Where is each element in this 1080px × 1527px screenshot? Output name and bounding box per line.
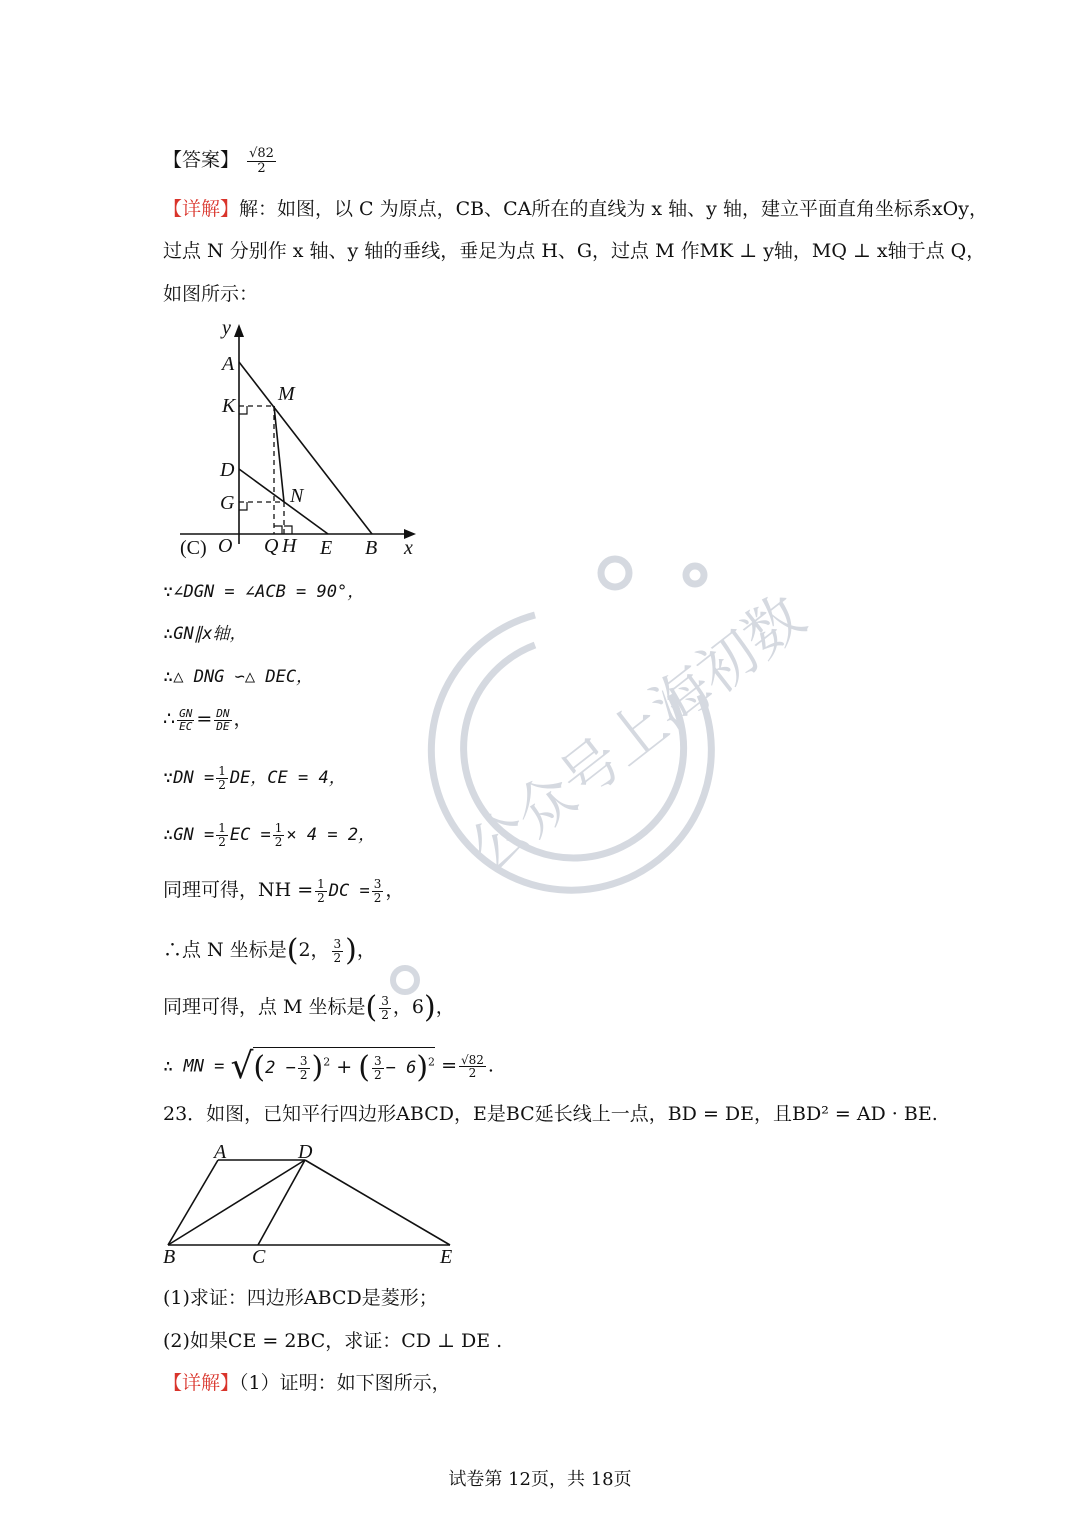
label-a: A <box>222 353 235 375</box>
answer-label: 【答案】 <box>163 149 240 172</box>
page-footer: 试卷第 12页，共 18页 <box>448 1469 632 1490</box>
label-k: K <box>222 395 236 417</box>
watermark-text: 公众号上海初数 <box>455 581 818 886</box>
step-3: ∴△ DNG ∽△ DEC， <box>163 667 314 687</box>
label-x: x <box>404 537 413 559</box>
detail-intro-line1: 【详解】解：如图，以 C 为原点，CB、CA所在的直线为 x 轴、y 轴，建立平面直角坐标系xOy， <box>163 198 988 220</box>
step-7: 同理可得，NH = $\frac{1}{2}$ DC = $\frac{3}{2}$ ， <box>163 877 405 905</box>
segment-mn <box>274 406 284 502</box>
label-e: E <box>320 537 333 559</box>
detail-intro-line2: 过点 N 分别作 x 轴、y 轴的垂线，垂足为点 H、G，过点 M 作MK ⊥ y轴，MQ ⊥ x轴于点 Q， <box>163 240 986 262</box>
right-angle-k <box>239 406 247 414</box>
right-angle-q <box>274 526 282 534</box>
watermark-seal <box>370 545 818 915</box>
answer-line <box>163 147 278 175</box>
question-23-part1: (1)求证：四边形ABCD是菱形； <box>163 1287 438 1309</box>
detail-intro-line3: 如图所示： <box>163 283 259 305</box>
label-c2: C <box>252 1246 266 1268</box>
label-b2: B <box>163 1246 176 1268</box>
right-angle-h <box>284 526 292 534</box>
step-6: ∴GN = $\frac{1}{2}$ EC = $\frac{1}{2}$ × 4 = 2， <box>163 821 376 849</box>
segment-dc <box>258 1160 305 1245</box>
label-b: B <box>365 537 378 559</box>
step-10: ∴ MN = √(2 − $\frac{3}{2}$ )$^2$ + ( $\frac{3}{2}$ − 6)$^2$ = $\frac{√82}{2}$ . <box>163 1046 494 1087</box>
parallelogram-figure <box>160 1140 460 1268</box>
label-c: (C) <box>180 537 207 559</box>
detail-label: 【详解】 <box>163 198 240 220</box>
question-23-stem: 23．如图，已知平行四边形ABCD，E是BC延长线上一点，BD = DE，且BD² = AD · BE. <box>163 1103 938 1125</box>
label-e2: E <box>440 1246 453 1268</box>
step-5: ∵DN = $\frac{1}{2}$ DE，CE = 4， <box>163 764 346 792</box>
label-h: H <box>282 535 297 557</box>
label-n: N <box>290 485 304 507</box>
y-axis-arrow <box>234 324 244 337</box>
label-y: y <box>222 317 231 339</box>
step-1: ∵∠DGN = ∠ACB = 90°， <box>163 582 365 602</box>
question-23-part2: (2)如果CE = 2BC，求证：CD ⊥ DE . <box>163 1330 503 1352</box>
label-a2: A <box>214 1141 227 1163</box>
step-8: ∴点 N 坐标是(2， $\frac{3}{2}$ )， <box>163 933 376 968</box>
answer-fraction: $\frac{√82}{2}$ <box>249 146 274 176</box>
segment-ab <box>168 1160 218 1245</box>
segment-bd <box>168 1160 305 1245</box>
segment-de <box>305 1160 450 1245</box>
line-ab <box>239 362 372 534</box>
coordinate-figure <box>170 312 430 567</box>
right-angle-g <box>239 502 247 510</box>
label-d: D <box>220 459 235 481</box>
label-q: Q <box>264 535 279 557</box>
question-23-detail: 【详解】（1）证明：如下图所示， <box>163 1372 451 1394</box>
label-d2: D <box>298 1141 313 1163</box>
step-9: 同理可得，点 M 坐标是( $\frac{3}{2}$ ，6)， <box>163 990 455 1025</box>
step-2: ∴GN∥x轴， <box>163 624 247 644</box>
step-4: ∴ $\frac{GN}{EC}$ = $\frac{DN}{DE}$ ， <box>163 707 253 733</box>
label-o: O <box>218 535 233 557</box>
label-m: M <box>278 383 295 405</box>
label-g: G <box>220 492 235 514</box>
detail-label-2: 【详解】 <box>163 1372 240 1394</box>
